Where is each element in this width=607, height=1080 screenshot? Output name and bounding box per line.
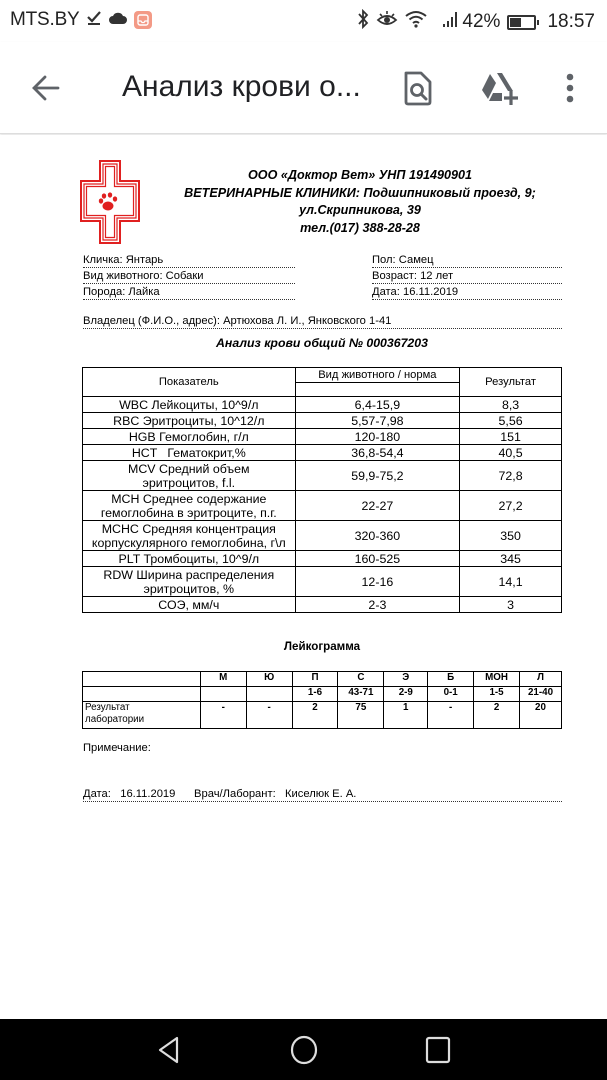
column-header: Б — [428, 672, 474, 687]
battery-icon — [507, 15, 536, 30]
label-line-2: лаборатории — [85, 714, 145, 725]
blank-cell — [83, 672, 201, 687]
table-row-esr — [83, 597, 562, 613]
result-row-label — [83, 702, 201, 729]
doctor-name: Киселюк Е. А. — [285, 788, 357, 800]
result-cell: - — [200, 702, 246, 729]
table-row-plt — [83, 551, 562, 567]
clinic-name: ООО «Доктор Вет» УНП 191490901 — [248, 168, 472, 182]
blood-test-table — [82, 367, 562, 613]
table-row-hct — [83, 445, 562, 461]
norm-cell: 59,9-75,2 — [295, 461, 460, 491]
wifi-icon — [405, 10, 427, 34]
carrier-name: MTS.BY — [10, 9, 80, 30]
indicator-cell: HGB Гемоглобин, г/л — [83, 429, 296, 445]
indicator-cell: RBC Эритроциты, 10^12/л — [83, 413, 296, 429]
pet-breed: Порода: Лайка — [83, 285, 295, 300]
header-indicator: Показатель — [83, 368, 296, 397]
result-cell: 20 — [520, 702, 562, 729]
recents-square-icon — [423, 1035, 453, 1065]
indicator-line-1: MCH Среднее содержание — [111, 491, 267, 506]
system-nav-bar — [0, 1019, 607, 1080]
norm-cell: 43-71 — [338, 687, 384, 702]
column-header: Л — [520, 672, 562, 687]
result-cell: 75 — [338, 702, 384, 729]
indicator-cell: HCT Гематокрит,% — [83, 445, 296, 461]
back-triangle-icon — [155, 1035, 185, 1065]
status-bar — [0, 0, 607, 42]
table-row-rbc — [83, 413, 562, 429]
result-cell: 151 — [460, 429, 562, 445]
column-header: П — [292, 672, 338, 687]
label-line-1: Результат — [85, 702, 130, 713]
clinic-address-2: ул.Скрипникова, 39 — [299, 203, 421, 217]
norm-cell: 1-5 — [474, 687, 520, 702]
doctor-label: Врач/Лаборант: — [194, 788, 276, 800]
status-right — [357, 9, 595, 35]
blank-cell — [83, 687, 201, 702]
status-left — [10, 9, 152, 31]
more-options-button[interactable] — [560, 70, 580, 106]
nav-home-button[interactable] — [289, 1035, 319, 1065]
nav-back-button[interactable] — [155, 1035, 185, 1065]
clinic-address-1: ВЕТЕРИНАРНЫЕ КЛИНИКИ: Подшипниковый проезд, 9; — [184, 185, 536, 200]
norm-cell: 120-180 — [295, 429, 460, 445]
norm-cell: 0-1 — [428, 687, 474, 702]
result-cell: 2 — [474, 702, 520, 729]
leukogram-table — [82, 671, 562, 729]
result-cell: 40,5 — [460, 445, 562, 461]
clinic-phone: тел.(017) 388-28-28 — [300, 220, 420, 235]
pet-species: Вид животного: Собаки — [83, 269, 295, 284]
indicator-line-1: MCV Средний объем — [128, 461, 250, 476]
add-to-drive-button[interactable] — [478, 69, 520, 107]
norm-cell: 2-9 — [384, 687, 428, 702]
indicator-cell — [83, 567, 296, 597]
result-cell: 14,1 — [460, 567, 562, 597]
norm-cell: 160-525 — [295, 551, 460, 567]
result-cell: 3 — [460, 597, 562, 613]
norm-cell: 2-3 — [295, 597, 460, 613]
note-label: Примечание: — [83, 742, 151, 754]
table-row-wbc — [83, 397, 562, 413]
signature-line — [83, 786, 562, 802]
indicator-line-2: эритроцитов, f.l. — [142, 475, 236, 490]
result-cell: 350 — [460, 521, 562, 551]
column-header: МОН — [474, 672, 520, 687]
leukogram-header-row — [83, 672, 562, 687]
owner-info: Владелец (Ф.И.О., адрес): Артюхова Л. И., Янковского 1-41 — [83, 313, 562, 329]
indicator-line-1: MCHC Средняя концентрация — [101, 521, 276, 536]
norm-cell: 22-27 — [295, 491, 460, 521]
arrow-back-icon — [28, 70, 64, 106]
bluetooth-icon — [357, 9, 369, 35]
table-row-mch — [83, 491, 562, 521]
document-page — [0, 135, 607, 1018]
sign-date: 16.11.2019 — [120, 788, 176, 800]
indicator-line-2: гемоглобина в эритроците, п.г. — [100, 505, 277, 520]
find-in-page-icon — [400, 69, 436, 107]
app-bar — [0, 42, 607, 134]
add-to-drive-icon — [478, 69, 520, 107]
table-row-mcv — [83, 461, 562, 491]
home-circle-icon — [289, 1035, 319, 1065]
cloud-icon — [108, 9, 128, 31]
norm-cell: 21-40 — [520, 687, 562, 702]
clinic-logo-cross-paw-icon — [80, 162, 140, 222]
leukogram-result-row — [83, 702, 562, 729]
indicator-cell — [83, 461, 296, 491]
norm-cell: 36,8-54,4 — [295, 445, 460, 461]
result-cell: 72,8 — [460, 461, 562, 491]
document-title: Анализ крови о... — [122, 70, 361, 103]
result-cell: 1 — [384, 702, 428, 729]
result-cell: - — [246, 702, 292, 729]
result-cell: 345 — [460, 551, 562, 567]
result-cell: 5,56 — [460, 413, 562, 429]
inbox-notification-icon — [134, 11, 152, 29]
more-vert-icon — [560, 70, 580, 106]
table-row-rdw — [83, 567, 562, 597]
exam-date: Дата: 16.11.2019 — [372, 285, 562, 300]
indicator-line-2: эритроцитов, % — [143, 581, 235, 596]
column-header: М — [200, 672, 246, 687]
pet-sex: Пол: Самец — [372, 253, 562, 268]
norm-cell: 5,57-7,98 — [295, 413, 460, 429]
column-header: С — [338, 672, 384, 687]
indicator-cell: СОЭ, мм/ч — [83, 597, 296, 613]
leukogram-norm-row — [83, 687, 562, 702]
find-in-page-button[interactable] — [400, 69, 436, 107]
clock: 18:57 — [547, 11, 595, 32]
indicator-cell — [83, 521, 296, 551]
table-row-mchc — [83, 521, 562, 551]
indicator-cell: WBC Лейкоциты, 10^9/л — [83, 397, 296, 413]
result-cell: 27,2 — [460, 491, 562, 521]
header-norm: Вид животного / норма — [295, 368, 460, 383]
result-cell: - — [428, 702, 474, 729]
indicator-line-1: RDW Ширина распределения — [103, 567, 275, 582]
indicator-cell: PLT Тромбоциты, 10^9/л — [83, 551, 296, 567]
pet-age: Возраст: 12 лет — [372, 269, 562, 284]
download-done-icon — [86, 9, 102, 31]
column-header: Ю — [246, 672, 292, 687]
header-result: Результат — [460, 368, 562, 397]
back-button[interactable] — [28, 70, 64, 106]
norm-cell: 1-6 — [292, 687, 338, 702]
result-cell: 8,3 — [460, 397, 562, 413]
column-header: Э — [384, 672, 428, 687]
pet-name: Кличка: Янтарь — [83, 253, 295, 268]
sign-date-label: Дата: — [83, 788, 111, 800]
norm-cell: 12-16 — [295, 567, 460, 597]
norm-cell: 320-360 — [295, 521, 460, 551]
norm-cell — [246, 687, 292, 702]
clinic-letterhead — [150, 167, 570, 237]
norm-cell: 6,4-15,9 — [295, 397, 460, 413]
indicator-line-2: корпускулярного гемоглобина, г\л — [91, 535, 286, 550]
signal-icon — [442, 10, 460, 34]
indicator-cell — [83, 491, 296, 521]
battery-percent: 42% — [462, 11, 501, 32]
leukogram-title: Лейкограмма — [283, 640, 361, 653]
norm-cell — [200, 687, 246, 702]
table-row-hgb — [83, 429, 562, 445]
eye-comfort-icon — [376, 10, 398, 34]
header-norm-blank — [295, 383, 460, 397]
result-cell: 2 — [292, 702, 338, 729]
analysis-title: Анализ крови общий № 000367203 — [216, 336, 428, 350]
nav-recents-button[interactable] — [423, 1035, 453, 1065]
